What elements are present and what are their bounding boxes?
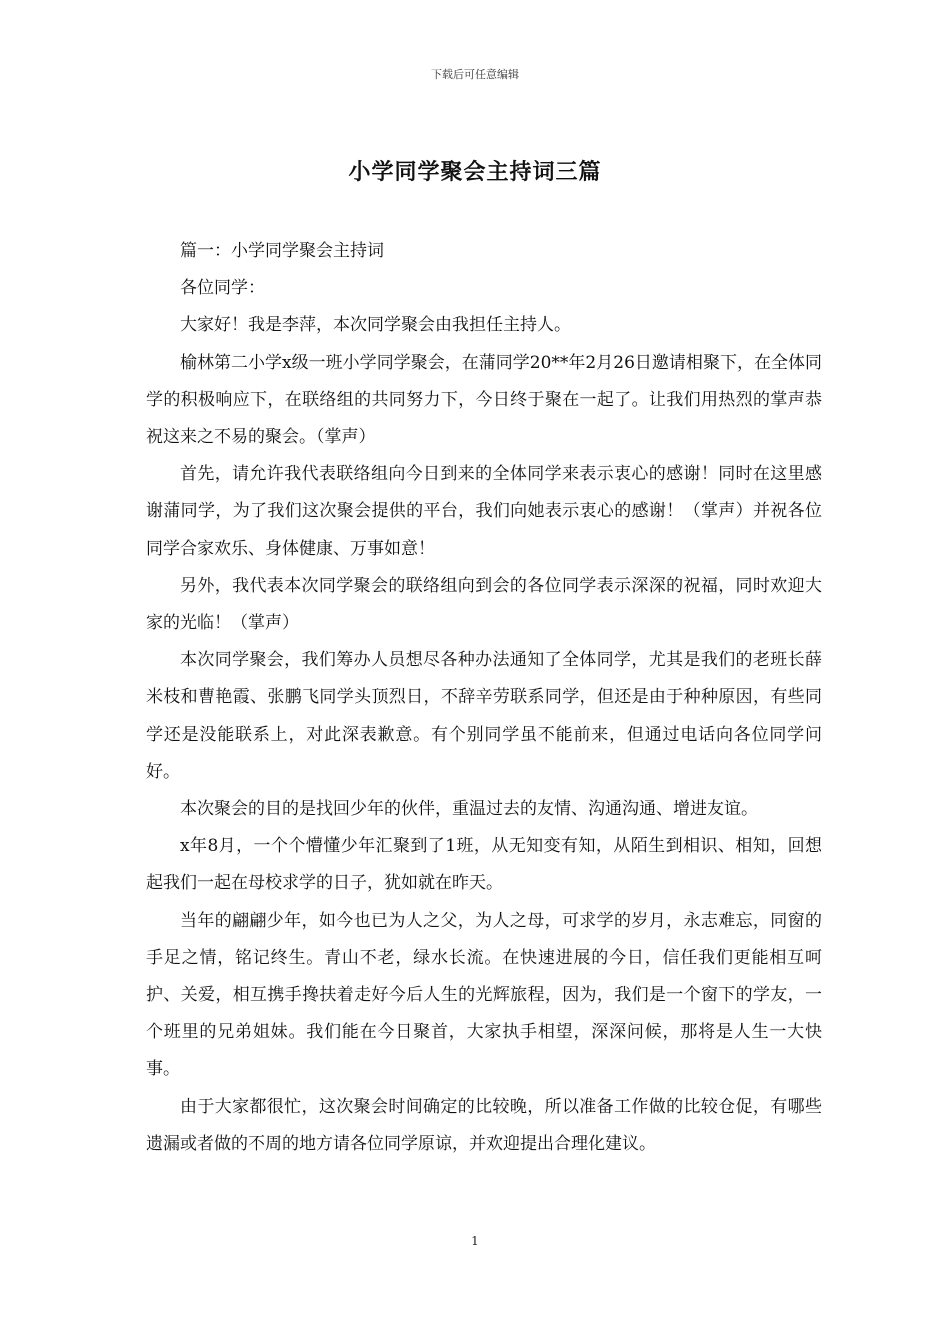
- section-heading: 篇一：小学同学聚会主持词: [180, 241, 384, 261]
- paragraph: 本次聚会的目的是找回少年的伙伴，重温过去的友情、沟通沟通、增进友谊。: [180, 799, 758, 820]
- page-number: 1: [471, 1234, 479, 1248]
- document-body: [146, 233, 822, 1163]
- paragraph: 由于大家都很忙，这次聚会时间确定的比较晚，所以准备工作做的比较仓促，有哪些遗漏或者做的不周的地方请各位同学原谅，并欢迎提出合理化建议。: [146, 1096, 822, 1154]
- paragraph: 首先，请允许我代表联络组向今日到来的全体同学来表示衷心的感谢！同时在这里感谢蒲同学，为了我们这次聚会提供的平台，我们向她表示衷心的感谢！（掌声）并祝各位同学合家欢乐、身体健康、万事如意！: [146, 464, 822, 559]
- salutation: 各位同学：: [180, 278, 265, 299]
- paragraph: x年8月，一个个懵懂少年汇聚到了1班，从无知变有知，从陌生到相识、相知，回想起我们一起在母校求学的日子，犹如就在昨天。: [146, 836, 822, 894]
- header-note: 下载后可任意编辑: [431, 68, 519, 81]
- paragraph: 榆林第二小学x级一班小学同学聚会，在蒲同学20**年2月26日邀请相聚下，在全体同学的积极响应下，在联络组的共同努力下，今日终于聚在一起了。让我们用热烈的掌声恭祝这来之不易的聚会。（掌声）: [146, 352, 822, 448]
- paragraph: 大家好！我是李萍，本次同学聚会由我担任主持人。: [180, 315, 571, 336]
- paragraph: 另外，我代表本次同学聚会的联络组向到会的各位同学表示深深的祝福，同时欢迎大家的光临！（掌声）: [146, 575, 822, 634]
- paragraph: 本次同学聚会，我们筹办人员想尽各种办法通知了全体同学，尤其是我们的老班长薛米枝和曹艳霞、张鹏飞同学头顶烈日，不辞辛劳联系同学，但还是由于种种原因，有些同学还是没能联系上，对此深表歉意。有个别同学虽不能前来，但通过电话向各位同学问好。: [146, 650, 822, 782]
- paragraph: 当年的翩翩少年，如今也已为人之父，为人之母，可求学的岁月，永志难忘，同窗的手足之情，铭记终生。青山不老，绿水长流。在快速进展的今日，信任我们更能相互呵护、关爱，相互携手搀扶着走好今后人生的光辉旅程，因为，我们是一个窗下的学友，一个班里的兄弟姐妹。我们能在今日聚首，大家执手相望，深深问候，那将是人生一大快事。: [146, 910, 822, 1080]
- document-title: 小学同学聚会主持词三篇: [348, 159, 602, 185]
